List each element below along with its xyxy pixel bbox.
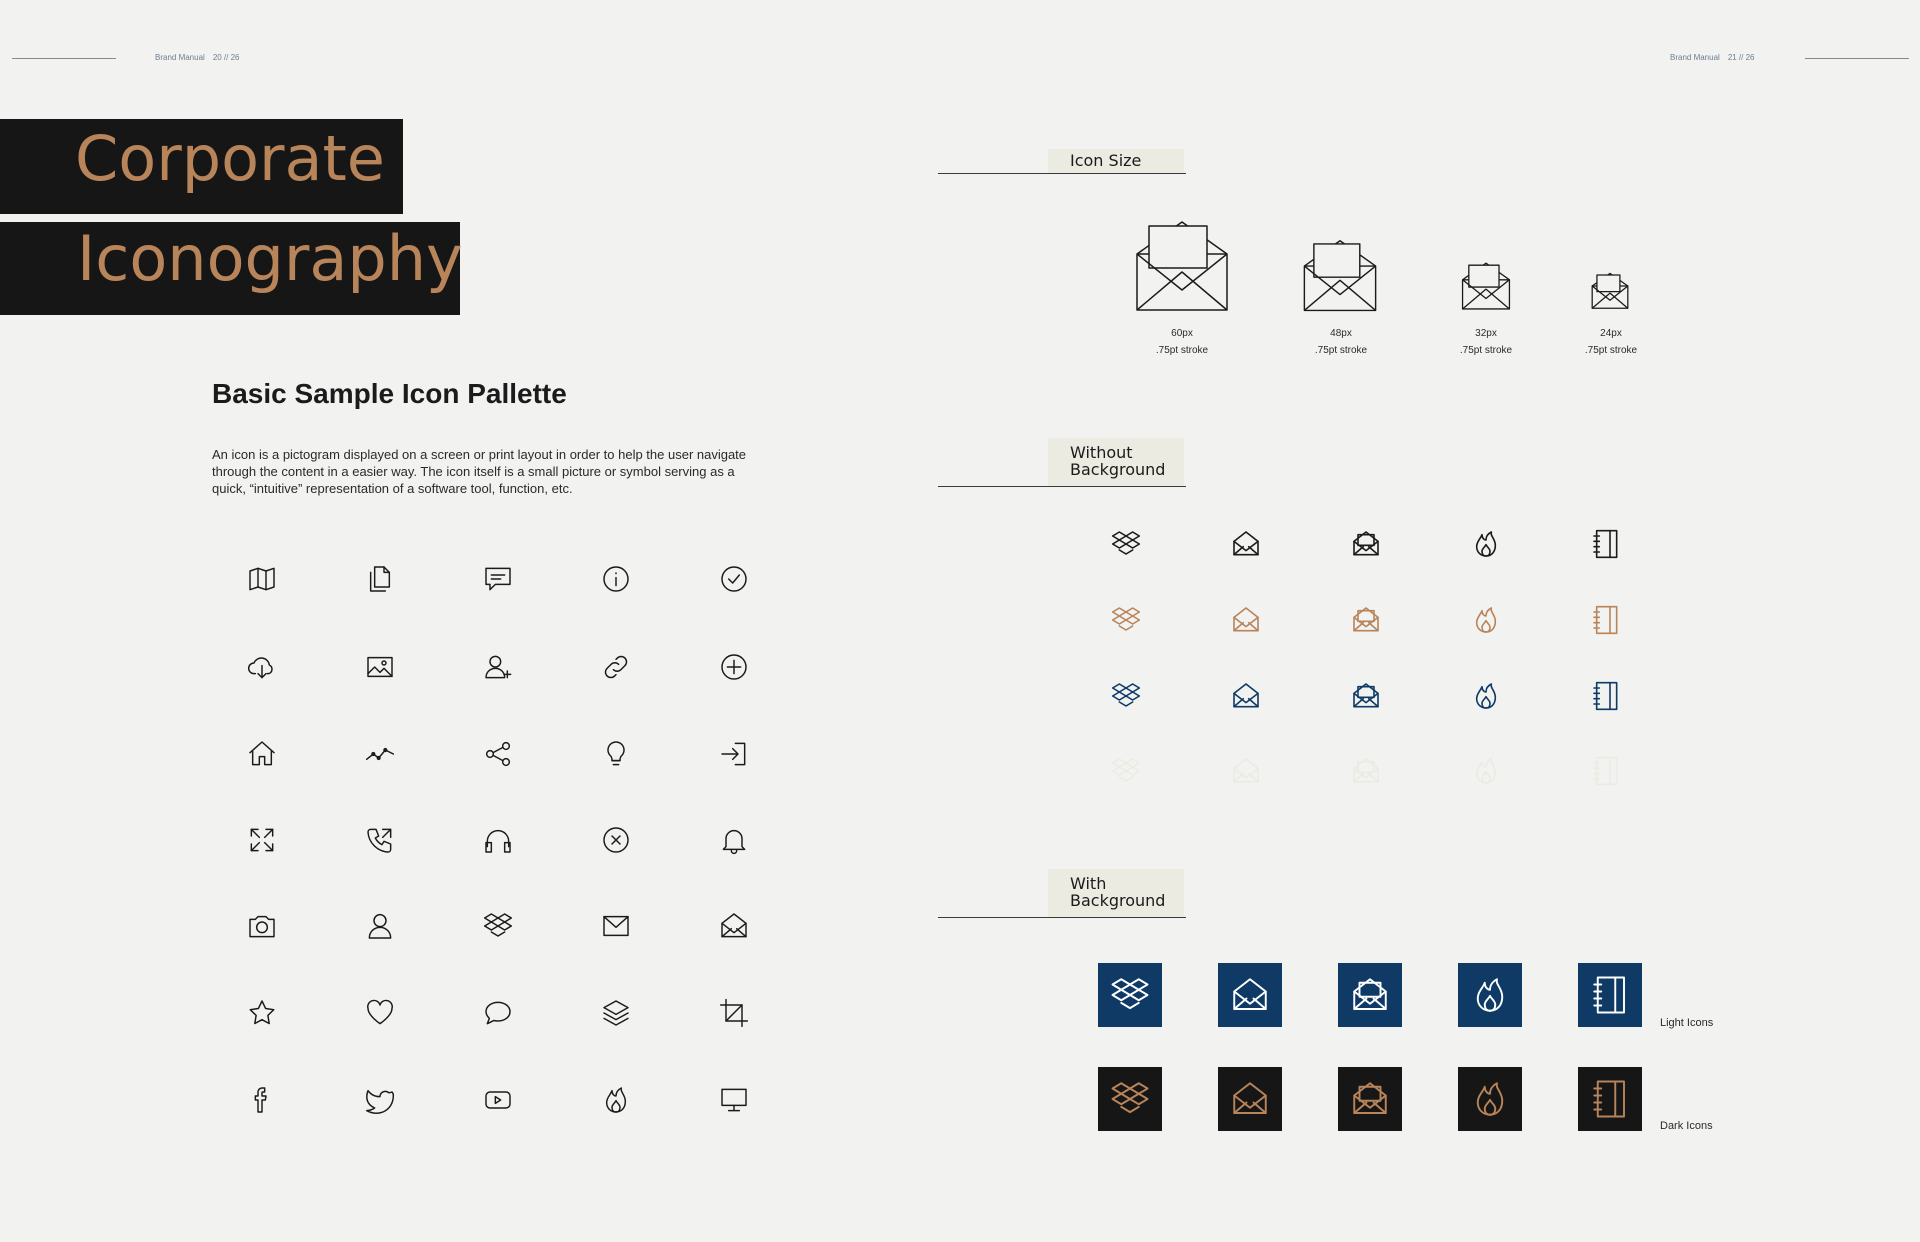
mail-letter-icon — [1350, 604, 1392, 646]
tab-line: Background — [1070, 891, 1166, 910]
header-rule-left — [12, 58, 116, 59]
flame-icon — [1470, 604, 1512, 646]
tab-without-background — [1048, 438, 1184, 486]
notebook-tile — [1578, 963, 1642, 1027]
mail-letter-icon — [1350, 755, 1392, 797]
title-line-1: Corporate — [75, 122, 385, 195]
dropbox-icon — [1110, 680, 1152, 722]
title-line-2: Iconography — [77, 222, 463, 295]
dropbox-icon — [1109, 1078, 1151, 1120]
link-icon — [600, 651, 632, 683]
envelope-24-icon — [1591, 271, 1629, 314]
mail-letter-tile — [1338, 1067, 1402, 1131]
header-left-label: Brand Manual — [155, 53, 205, 62]
share-icon — [482, 738, 514, 770]
dropbox-tile — [1098, 963, 1162, 1027]
palette-description — [212, 446, 782, 497]
mail-icon — [600, 910, 632, 942]
notebook-icon — [1590, 755, 1632, 797]
description-line: quick, “intuitive” representation of a software tool, function, etc. — [212, 481, 573, 496]
notebook-icon — [1589, 1078, 1631, 1120]
notebook-icon — [1590, 604, 1632, 646]
size-label-32 — [1431, 325, 1541, 359]
mail-letter-icon — [1349, 974, 1391, 1016]
description-line: through the content in a easier way. The icon itself is a small picture or symbol serving as a — [212, 464, 735, 479]
with-background-rule — [938, 917, 1186, 918]
without-background-rule — [938, 486, 1186, 487]
notebook-tile — [1578, 1067, 1642, 1131]
mail-open-icon — [1230, 604, 1272, 646]
mail-open-tile — [1218, 1067, 1282, 1131]
sign-in-icon — [718, 738, 750, 770]
flame-icon — [1469, 1078, 1511, 1120]
heart-icon — [364, 997, 396, 1029]
documents-icon — [364, 563, 396, 595]
size-label-48 — [1286, 325, 1396, 359]
mail-letter-icon — [1349, 1078, 1391, 1120]
stroke-value: .75pt stroke — [1459, 345, 1513, 356]
info-icon — [600, 563, 632, 595]
size-label-60 — [1127, 325, 1237, 359]
header-left — [155, 53, 240, 62]
stroke-value: .75pt stroke — [1584, 345, 1638, 356]
tab-with-background — [1048, 869, 1184, 917]
envelope-32-icon — [1461, 260, 1511, 315]
crop-icon — [718, 997, 750, 1029]
envelope-60-icon — [1135, 216, 1229, 317]
dropbox-icon — [1110, 604, 1152, 646]
add-user-icon — [482, 651, 514, 683]
size-label-24 — [1556, 325, 1666, 359]
trend-chart-icon — [364, 738, 396, 770]
header-right — [1670, 53, 1755, 62]
mail-open-icon — [1230, 755, 1272, 797]
notebook-icon — [1589, 974, 1631, 1016]
twitter-icon — [364, 1084, 396, 1116]
check-circle-icon — [718, 563, 750, 595]
dropbox-icon — [1109, 974, 1151, 1016]
home-icon — [246, 738, 278, 770]
notebook-icon — [1590, 680, 1632, 722]
dropbox-icon — [1110, 528, 1152, 570]
size-value: 60px — [1171, 328, 1193, 339]
image-icon — [364, 651, 396, 683]
mail-letter-tile — [1338, 963, 1402, 1027]
mail-open-icon — [1229, 1078, 1271, 1120]
dark-icons-label: Dark Icons — [1660, 1120, 1713, 1132]
flame-icon — [1470, 528, 1512, 570]
flame-tile — [1458, 963, 1522, 1027]
speech-bubble-icon — [482, 997, 514, 1029]
mail-letter-icon — [1350, 528, 1392, 570]
flame-icon — [1469, 974, 1511, 1016]
notebook-icon — [1590, 528, 1632, 570]
flame-icon — [1470, 755, 1512, 797]
facebook-icon — [246, 1084, 278, 1116]
tab-line: With — [1070, 874, 1107, 893]
flame-icon — [600, 1084, 632, 1116]
mail-open-icon — [718, 910, 750, 942]
mail-open-icon — [1229, 974, 1271, 1016]
stroke-value: .75pt stroke — [1155, 345, 1209, 356]
layers-icon — [600, 997, 632, 1029]
header-rule-right — [1805, 58, 1909, 59]
mail-open-tile — [1218, 963, 1282, 1027]
header-right-label: Brand Manual — [1670, 53, 1720, 62]
flame-tile — [1458, 1067, 1522, 1131]
cloud-download-icon — [246, 651, 278, 683]
dropbox-icon — [482, 910, 514, 942]
dropbox-icon — [1110, 755, 1152, 797]
mail-open-icon — [1230, 528, 1272, 570]
icon-size-rule — [938, 173, 1186, 174]
mail-letter-icon — [1350, 680, 1392, 722]
stroke-value: .75pt stroke — [1314, 345, 1368, 356]
phone-call-icon — [364, 824, 396, 856]
expand-icon — [246, 824, 278, 856]
close-circle-icon — [600, 824, 632, 856]
headphones-icon — [482, 824, 514, 856]
tab-line: Background — [1070, 460, 1166, 479]
description-line: An icon is a pictogram displayed on a screen or print layout in order to help the user navigate — [212, 447, 747, 462]
star-icon — [246, 997, 278, 1029]
camera-icon — [246, 910, 278, 942]
light-icons-label: Light Icons — [1660, 1017, 1714, 1029]
size-value: 48px — [1330, 328, 1352, 339]
envelope-48-icon — [1302, 236, 1378, 317]
mail-open-icon — [1230, 680, 1272, 722]
bell-icon — [718, 824, 750, 856]
header-right-page: 21 // 26 — [1727, 53, 1755, 62]
monitor-icon — [718, 1084, 750, 1116]
size-value: 24px — [1600, 328, 1622, 339]
youtube-icon — [482, 1084, 514, 1116]
user-icon — [364, 910, 396, 942]
map-icon — [246, 563, 278, 595]
flame-icon — [1470, 680, 1512, 722]
tab-line: Without — [1070, 443, 1133, 462]
lightbulb-icon — [600, 738, 632, 770]
dropbox-tile — [1098, 1067, 1162, 1131]
palette-heading: Basic Sample Icon Pallette — [212, 378, 567, 409]
header-left-page: 20 // 26 — [212, 53, 240, 62]
chat-message-icon — [482, 563, 514, 595]
plus-circle-icon — [718, 651, 750, 683]
tab-icon-size: Icon Size — [1048, 149, 1184, 173]
size-value: 32px — [1475, 328, 1497, 339]
